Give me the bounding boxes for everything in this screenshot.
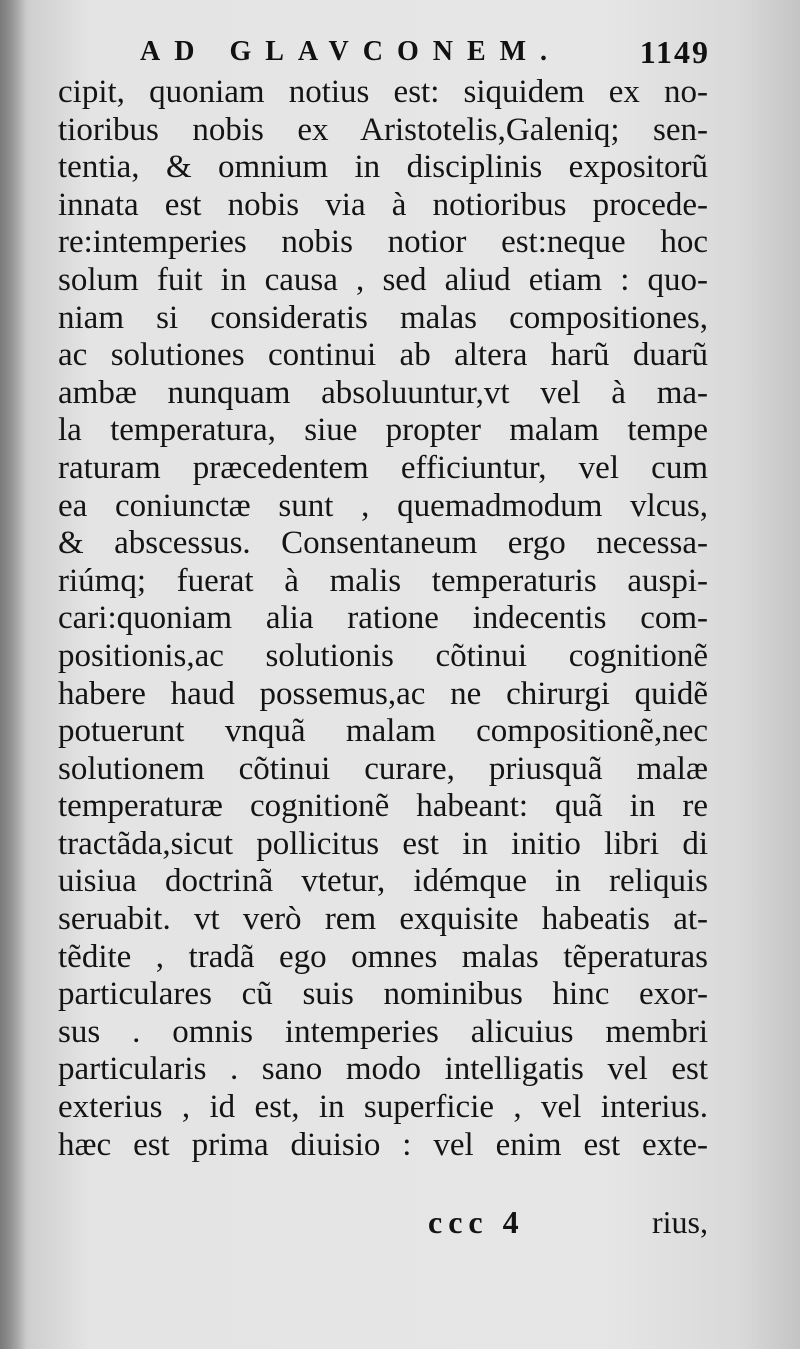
text-line: particularis . sano modo intelligatis vel est	[58, 1051, 708, 1088]
text-line: ambæ nunquam absoluuntur,vt vel à ma-	[58, 374, 708, 411]
text-line: innata est nobis via à notioribus procede-	[58, 186, 708, 223]
text-line: tentia, & omnium in disciplinis expositorũ	[58, 149, 708, 186]
running-title: AD GLAVCONEM.	[140, 36, 562, 67]
catchword: rius,	[652, 1204, 708, 1240]
text-line: particulares cũ suis nominibus hinc exor-	[58, 976, 708, 1013]
text-line: la temperatura, siue propter malam tempe	[58, 412, 708, 449]
text-line: solutionem cõtinui curare, priusquã malæ	[58, 750, 708, 787]
text-line: potuerunt vnquã malam compositionẽ,nec	[58, 713, 708, 750]
gutter-shadow	[0, 0, 26, 1349]
text-line: tẽdite , tradã ego omnes malas tẽperaturas	[58, 938, 708, 975]
text-line: tioribus nobis ex Aristotelis,Galeniq; sen-	[58, 111, 708, 148]
page-number: 1149	[639, 33, 710, 70]
text-line: cari:quoniam alia ratione indecentis com-	[58, 600, 708, 637]
text-line: sus . omnis intemperies alicuius membri	[58, 1013, 708, 1050]
text-line: solum fuit in causa , sed aliud etiam : quo-	[58, 261, 708, 298]
text-line: ac solutiones continui ab altera harũ duarũ	[58, 337, 708, 374]
text-line: seruabit. vt verò rem exquisite habeatis at-	[58, 901, 708, 938]
text-line: habere haud possemus,ac ne chirurgi quidẽ	[58, 675, 708, 712]
text-line: riúmq; fuerat à malis temperaturis auspi-	[58, 562, 708, 599]
text-line: uisiua doctrinã vtetur, idémque in reliquis	[58, 863, 708, 900]
text-line: positionis,ac solutionis cõtinui cognitionẽ	[58, 637, 708, 674]
text-line: & abscessus. Consentaneum ergo necessa-	[58, 525, 708, 562]
text-line: temperaturæ cognitionẽ habeant: quã in re	[58, 788, 708, 825]
text-line: ea coniunctæ sunt , quemadmodum vlcus,	[58, 487, 708, 524]
text-line: tractãda,sicut pollicitus est in initio libri di	[58, 825, 708, 862]
text-line: niam si consideratis malas compositiones,	[58, 299, 708, 336]
text-line: re:intemperies nobis notior est:neque hoc	[58, 224, 708, 261]
text-line: raturam præcedentem efficiuntur, vel cum	[58, 449, 708, 486]
running-head	[140, 30, 710, 74]
text-line: exterius , id est, in superficie , vel interius.	[58, 1089, 708, 1126]
text-line: hæc est prima diuisio : vel enim est exte-	[58, 1126, 708, 1163]
body-text	[58, 74, 708, 1164]
text-line: cipit, quoniam notius est: siquidem ex no-	[58, 74, 708, 110]
signature-mark: ccc 4	[428, 1204, 525, 1240]
page-footer	[58, 1204, 708, 1248]
